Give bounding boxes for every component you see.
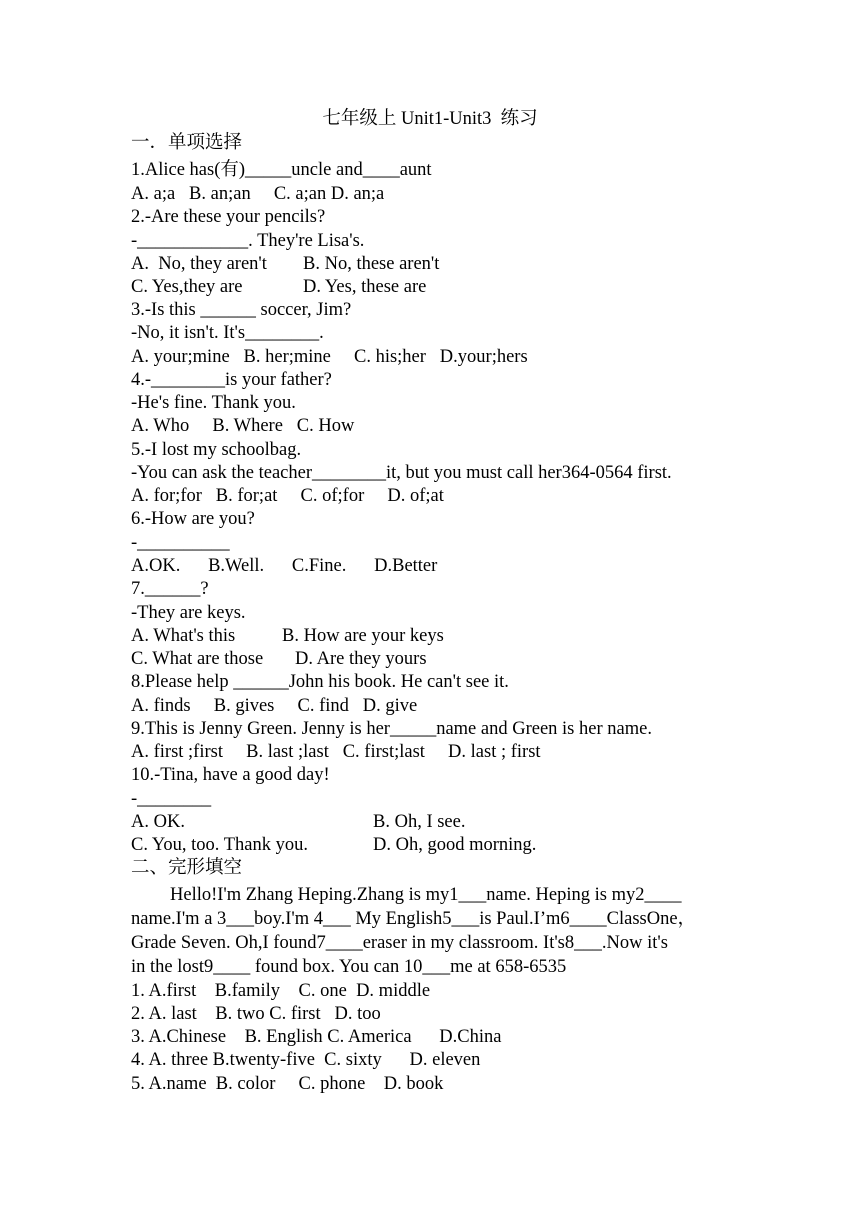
question-2-option-b: B. No, these aren't bbox=[303, 254, 440, 274]
question-10-option-b: B. Oh, I see. bbox=[373, 812, 466, 832]
cloze-choice-2: 2. A. last B. two C. first D. too bbox=[131, 1004, 381, 1024]
section-heading-single-choice: 一．单项选择 bbox=[131, 133, 243, 153]
cloze-passage-line-1: Hello!I'm Zhang Heping.Zhang is my1___name. Heping is my2____ bbox=[170, 885, 682, 905]
question-10-option-d: D. Oh, good morning. bbox=[373, 835, 537, 855]
question-1-stem: 1.Alice has(有)_____uncle and____aunt bbox=[131, 160, 432, 180]
cloze-choice-4: 4. A. three B.twenty-five C. sixty D. eleven bbox=[131, 1050, 481, 1070]
cloze-choice-3: 3. A.Chinese B. English C. America D.China bbox=[131, 1027, 502, 1047]
question-7-option-d: D. Are they yours bbox=[295, 649, 427, 669]
question-6-stem: 6.-How are you? bbox=[131, 509, 255, 529]
question-7-option-a: A. What's this bbox=[131, 626, 236, 646]
question-7-blank: -They are keys. bbox=[131, 603, 246, 623]
question-2-option-a: A. No, they aren't bbox=[131, 254, 267, 274]
question-3-options: A. your;mine B. her;mine C. his;her D.your;hers bbox=[131, 347, 528, 367]
question-7-stem: 7.______? bbox=[131, 579, 209, 599]
question-2-stem: 2.-Are these your pencils? bbox=[131, 207, 326, 227]
page-title: 七年级上 Unit1-Unit3 练习 bbox=[322, 109, 538, 129]
question-8-options: A. finds B. gives C. find D. give bbox=[131, 696, 418, 716]
question-5-options: A. for;for B. for;at C. of;for D. of;at bbox=[131, 486, 444, 506]
cloze-choice-1: 1. A.first B.family C. one D. middle bbox=[131, 981, 431, 1001]
question-2-option-c: C. Yes,they are bbox=[131, 277, 243, 297]
cloze-passage-line-3: Grade Seven. Oh,I found7____eraser in my classroom. It's8___.Now it's bbox=[131, 933, 668, 953]
question-9-options: A. first ;first B. last ;last C. first;last D. last ; first bbox=[131, 742, 541, 762]
question-5-stem: 5.-I lost my schoolbag. bbox=[131, 440, 302, 460]
question-2-option-d: D. Yes, these are bbox=[303, 277, 427, 297]
cloze-passage-line-4: in the lost9____ found box. You can 10___me at 658-6535 bbox=[131, 957, 567, 977]
question-4-stem: 4.-________is your father? bbox=[131, 370, 332, 390]
question-3-blank: -No, it isn't. It's________. bbox=[131, 323, 324, 343]
question-1-options: A. a;a B. an;an C. a;an D. an;a bbox=[131, 184, 385, 204]
cloze-choice-5: 5. A.name B. color C. phone D. book bbox=[131, 1074, 444, 1094]
question-4-blank: -He's fine. Thank you. bbox=[131, 393, 296, 413]
question-10-option-a: A. OK. bbox=[131, 812, 185, 832]
question-8-stem: 8.Please help ______John his book. He can't see it. bbox=[131, 672, 509, 692]
cloze-passage-line-2: name.I'm a 3___boy.I'm 4___ My English5___is Paul.I’m6____ClassOne， bbox=[131, 909, 697, 929]
question-3-stem: 3.-Is this ______ soccer, Jim? bbox=[131, 300, 352, 320]
question-10-stem: 10.-Tina, have a good day! bbox=[131, 765, 330, 785]
question-5-blank: -You can ask the teacher________it, but you must call her364-0564 first. bbox=[131, 463, 672, 483]
question-4-options: A. Who B. Where C. How bbox=[131, 416, 355, 436]
question-9-stem: 9.This is Jenny Green. Jenny is her_____name and Green is her name. bbox=[131, 719, 652, 739]
question-6-options: A.OK. B.Well. C.Fine. D.Better bbox=[131, 556, 438, 576]
question-7-option-b: B. How are your keys bbox=[282, 626, 444, 646]
question-10-blank: -________ bbox=[131, 789, 212, 809]
question-7-option-c: C. What are those bbox=[131, 649, 264, 669]
question-10-option-c: C. You, too. Thank you. bbox=[131, 835, 308, 855]
section-heading-cloze: 二、完形填空 bbox=[131, 858, 243, 878]
question-2-blank: -____________. They're Lisa's. bbox=[131, 231, 365, 251]
question-6-blank: -__________ bbox=[131, 533, 230, 553]
